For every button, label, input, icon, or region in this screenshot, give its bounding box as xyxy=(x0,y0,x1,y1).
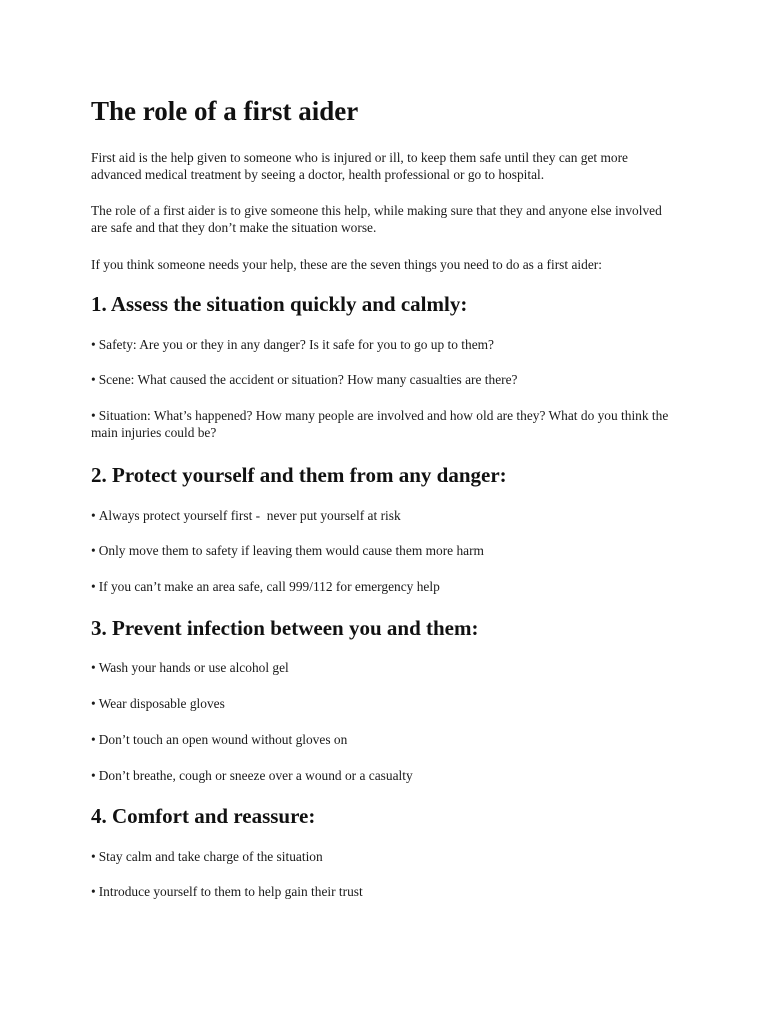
bullet-item xyxy=(91,695,681,712)
bullet-text: If you can’t make an area safe, call 999/112 for emergency help xyxy=(98,579,440,594)
intro-paragraph: First aid is the help given to someone who is injured or ill, to keep them safe until they can get more advanced medical treatment by seeing a doctor, health professional or go to hospital. xyxy=(91,150,628,182)
bullet-icon: • xyxy=(91,732,96,747)
bullet-item xyxy=(91,659,681,676)
bullet-text: Scene: What caused the accident or situation? How many casualties are there? xyxy=(98,372,518,387)
bullet-item xyxy=(91,767,681,784)
bullet-text: Only move them to safety if leaving them would cause them more harm xyxy=(98,543,484,558)
bullet-item xyxy=(91,336,681,353)
bullet-icon: • xyxy=(91,849,96,864)
bullet-icon: • xyxy=(91,372,96,387)
bullet-text: Don’t touch an open wound without gloves on xyxy=(98,732,348,747)
section-heading: 1. Assess the situation quickly and calmly: xyxy=(91,292,468,316)
bullet-item xyxy=(91,542,681,559)
bullet-icon: • xyxy=(91,543,96,558)
bullet-item xyxy=(91,848,681,865)
bullet-icon: • xyxy=(91,696,96,711)
bullet-icon: • xyxy=(91,508,96,523)
bullet-icon: • xyxy=(91,408,96,423)
bullet-icon: • xyxy=(91,884,96,899)
bullet-text: Situation: What’s happened? How many people are involved and how old are they? What do you think the main injuries could be? xyxy=(91,408,669,440)
bullet-item xyxy=(91,407,681,441)
section-heading: 2. Protect yourself and them from any danger: xyxy=(91,463,507,487)
bullet-text: Don’t breathe, cough or sneeze over a wound or a casualty xyxy=(98,768,413,783)
intro-paragraph: The role of a first aider is to give someone this help, while making sure that they and anyone else involved are safe and that they don’t make the situation worse. xyxy=(91,203,662,235)
bullet-item xyxy=(91,578,681,595)
bullet-text: Introduce yourself to them to help gain their trust xyxy=(98,884,363,899)
intro-paragraph: If you think someone needs your help, these are the seven things you need to do as a first aider: xyxy=(91,257,602,272)
bullet-icon: • xyxy=(91,579,96,594)
bullet-text: Always protect yourself first - never put yourself at risk xyxy=(98,508,401,523)
section-heading: 3. Prevent infection between you and them: xyxy=(91,616,479,640)
bullet-text: Wear disposable gloves xyxy=(98,696,225,711)
bullet-icon: • xyxy=(91,660,96,675)
bullet-text: Safety: Are you or they in any danger? Is it safe for you to go up to them? xyxy=(98,337,494,352)
bullet-text: Wash your hands or use alcohol gel xyxy=(98,660,289,675)
page-title: The role of a first aider xyxy=(91,96,359,126)
bullet-icon: • xyxy=(91,337,96,352)
bullet-item xyxy=(91,371,681,388)
section-heading: 4. Comfort and reassure: xyxy=(91,804,316,828)
bullet-item xyxy=(91,883,681,900)
bullet-item xyxy=(91,507,681,524)
bullet-item xyxy=(91,731,681,748)
bullet-icon: • xyxy=(91,768,96,783)
bullet-text: Stay calm and take charge of the situation xyxy=(98,849,323,864)
